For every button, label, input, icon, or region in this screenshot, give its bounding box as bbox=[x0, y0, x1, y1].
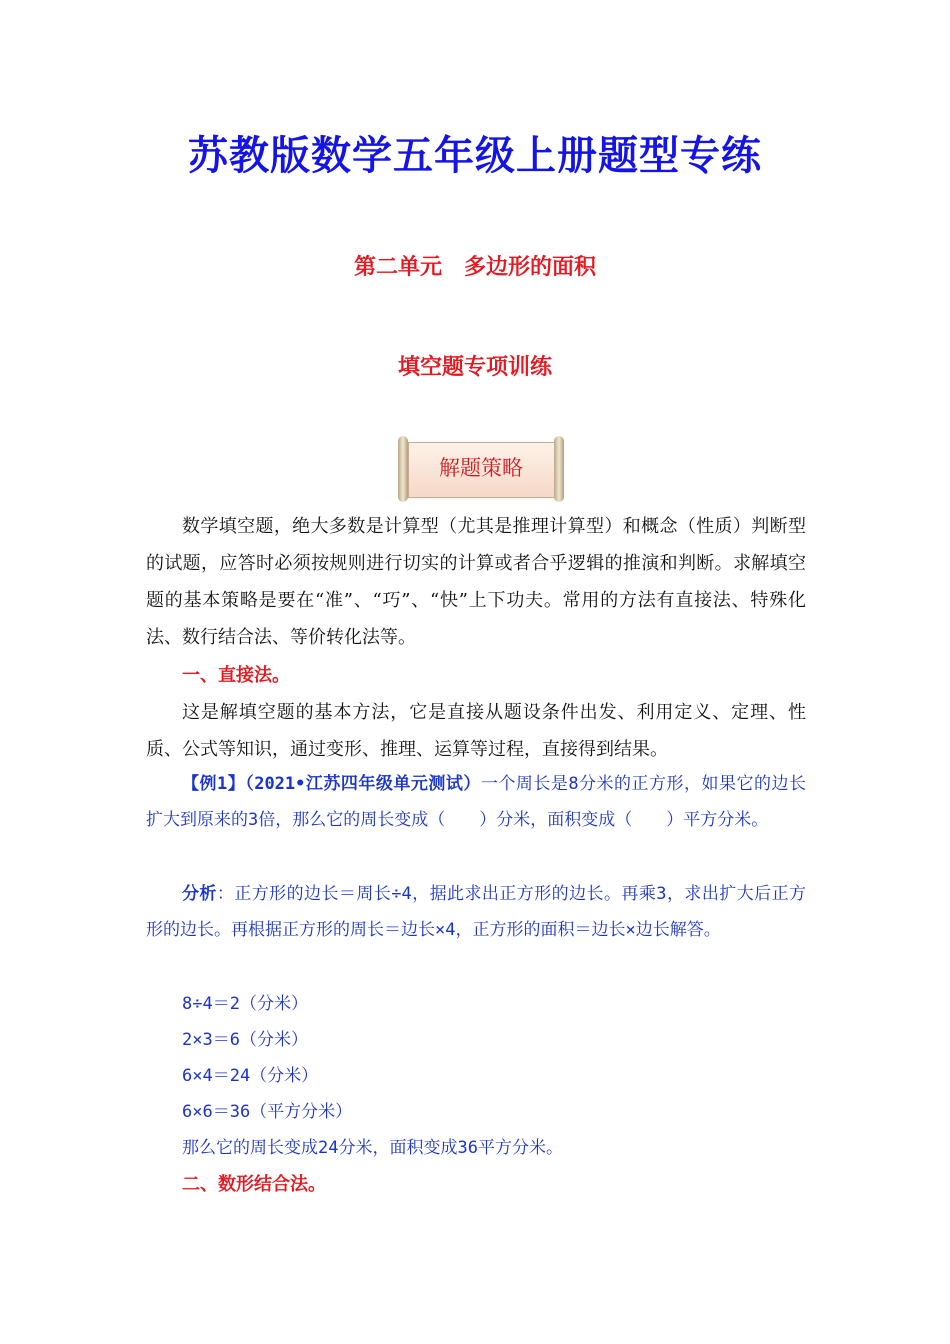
section-heading-number-shape-method: 二、数形结合法。 bbox=[182, 1174, 326, 1195]
document-title: 苏教版数学五年级上册题型专练 bbox=[188, 132, 762, 179]
section-heading-direct-method: 一、直接法。 bbox=[182, 665, 290, 686]
example-question: 一个周长是8分米的正方形，如果它的边长扩大到原来的3倍，那么它的周长变成（ ）分米，面积变成（ ）平方分米。 bbox=[146, 774, 806, 830]
solution-step-4: 6×6＝36（平方分米） bbox=[182, 1102, 353, 1122]
section-subtitle: 填空题专项训练 bbox=[397, 354, 552, 380]
unit-title: 第二单元 多边形的面积 bbox=[353, 254, 596, 280]
example-analysis bbox=[146, 876, 806, 948]
example-tag: 【例1】 bbox=[182, 774, 246, 794]
example-source: （2021•江苏四年级单元测试） bbox=[245, 774, 481, 794]
direct-method-paragraph: 这是解填空题的基本方法，它是直接从题设条件出发、利用定义、定理、性质、公式等知识，通过变形、推理、运算等过程，直接得到结果。 bbox=[146, 702, 806, 760]
analysis-label: 分析 bbox=[182, 884, 217, 904]
solution-step-2: 2×3＝6（分米） bbox=[182, 1030, 308, 1050]
example-1 bbox=[146, 766, 806, 838]
analysis-text: ：正方形的边长＝周长÷4，据此求出正方形的边长。再乘3，求出扩大后正方形的边长。再根据正方形的周长＝边长×4，正方形的面积＝边长×边长解答。 bbox=[146, 884, 807, 940]
intro-paragraph: 数学填空题，绝大多数是计算型（尤其是推理计算型）和概念（性质）判断型的试题，应答时必须按规则进行切实的计算或者合乎逻辑的推演和判断。求解填空题的基本策略是要在“准”、“巧”、“快”上下功夫。常用的方法有直接法、特殊化法、数行结合法、等价转化法等。 bbox=[146, 516, 806, 648]
solution-conclusion: 那么它的周长变成24分米，面积变成36平方分米。 bbox=[182, 1138, 563, 1158]
solution-step-1: 8÷4＝2（分米） bbox=[182, 994, 308, 1014]
strategy-banner bbox=[398, 436, 564, 502]
solution-step-3: 6×4＝24（分米） bbox=[182, 1066, 319, 1086]
banner-label: 解题策略 bbox=[439, 456, 523, 480]
